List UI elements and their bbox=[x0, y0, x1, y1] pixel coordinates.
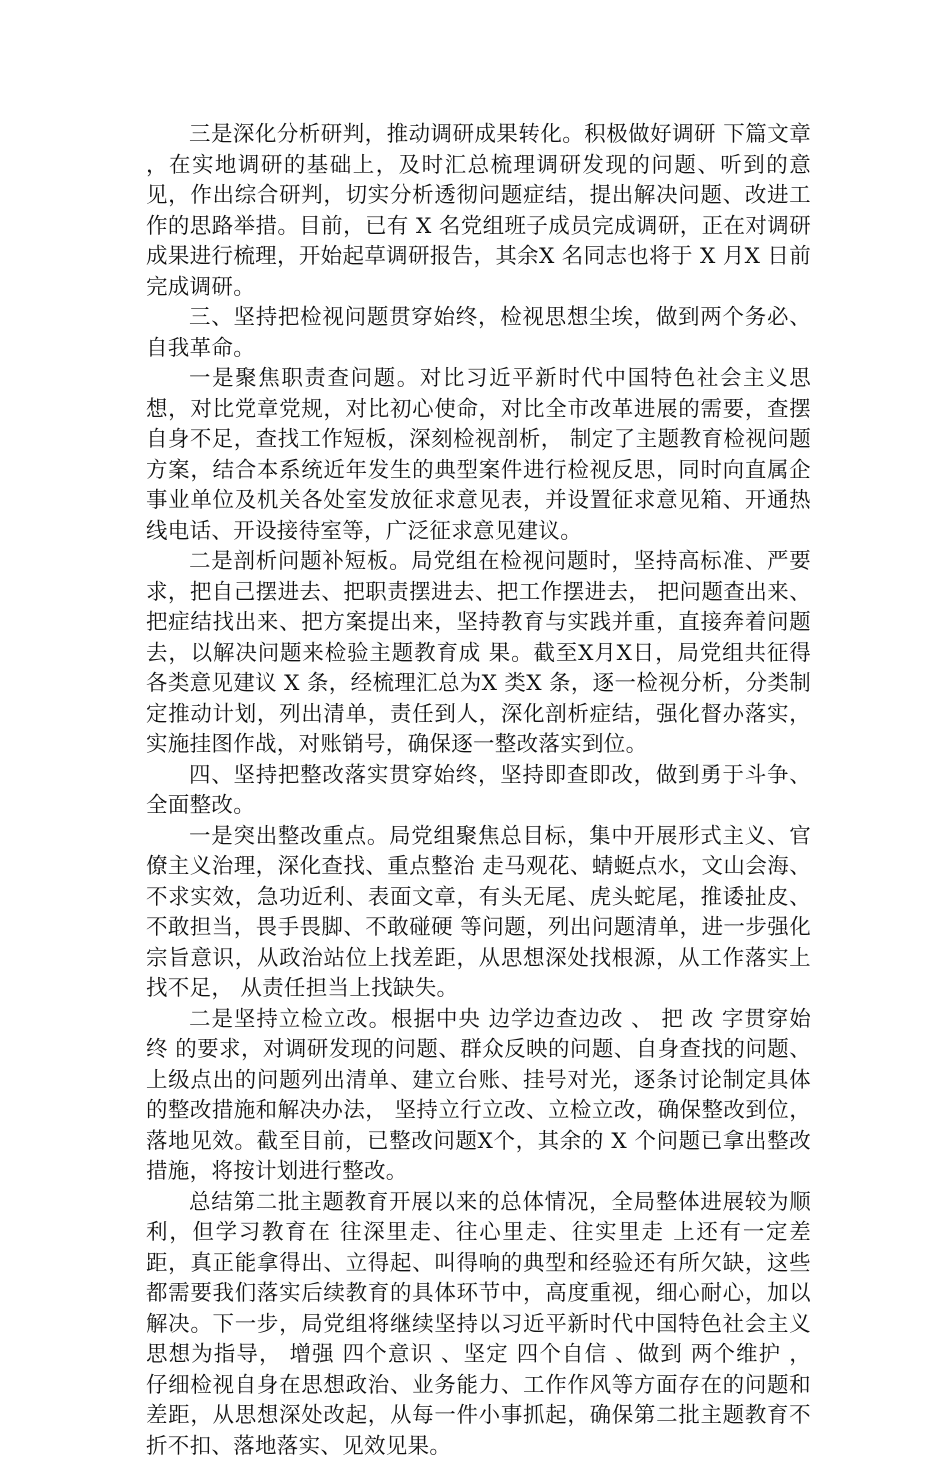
paragraph-focus-duties: 一是聚焦职责查问题。对比习近平新时代中国特色社会主义思想，对比党章党规，对比初心使命，对比全市改革进展的需要，查摆自身不足，查找工作短板，深刻检视剖析， 制定了主题教育检视问题方案，结合本系统近年发生的典型案件进行检视反思，同时向直属企事业单位及机关各处室发放征求意见表，并设置征求意见箱、开通热线电话、开设接待室等，广泛征求意见建议。 bbox=[146, 364, 811, 547]
section-heading-four: 四、坚持把整改落实贯穿始终，坚持即查即改，做到勇于斗争、全面整改。 bbox=[146, 761, 811, 822]
section-heading-three: 三、坚持把检视问题贯穿始终，检视思想尘埃，做到两个务必、自我革命。 bbox=[146, 303, 811, 364]
paragraph-rectification-focus: 一是突出整改重点。局党组聚焦总目标，集中开展形式主义、官僚主义治理，深化查找、重点整治 走马观花、蜻蜓点水，文山会海、不求实效，急功近利、表面文章，有头无尾、虎头蛇尾，推诿扯皮、不敢担当，畏手畏脚、不敢碰硬 等问题，列出问题清单，进一步强化宗旨意识，从政治站位上找差距，从思想深处找根源，从工作落实上找不足， 从责任担当上找缺失。 bbox=[146, 822, 811, 1005]
paragraph-research-conversion: 三是深化分析研判，推动调研成果转化。积极做好调研 下篇文章 ，在实地调研的基础上，及时汇总梳理调研发现的问题、听到的意见，作出综合研判，切实分析透彻问题症结，提出解决问题、改进工作的思路举措。目前，已有 X 名党组班子成员完成调研，正在对调研成果进行梳理，开始起草调研报告，其余X 名同志也将于 X 月X 日前完成调研。 bbox=[146, 120, 811, 303]
paragraph-summary: 总结第二批主题教育开展以来的总体情况，全局整体进展较为顺利，但学习教育在 往深里走、往心里走、往实里走 上还有一定差距，真正能拿得出、立得起、叫得响的典型和经验还有所欠缺，这些都需要我们落实后续教育的具体环节中，高度重视，细心耐心，加以解决。下一步，局党组将继续坚持以习近平新时代中国特色社会主义思想为指导， 增强 四个意识 、坚定 四个自信 、做到 两个维护 ， 仔细检视自身在思想政治、业务能力、工作作风等方面存在的问题和差距，从思想深处改起，从每一件小事抓起，确保第二批主题教育不折不扣、落地落实、见效见果。 bbox=[146, 1188, 811, 1462]
paragraph-analyze-problems: 二是剖析问题补短板。局党组在检视问题时，坚持高标准、严要求，把自己摆进去、把职责摆进去、把工作摆进去， 把问题查出来、把症结找出来、把方案提出来，坚持教育与实践并重，直接奔着问题去，以解决问题来检验主题教育成 果。截至X月X日，局党组共征得各类意见建议 X 条，经梳理汇总为X 类X 条，逐一检视分析，分类制定推动计划，列出清单，责任到人，深化剖析症结，强化督办落实，实施挂图作战，对账销号，确保逐一整改落实到位。 bbox=[146, 547, 811, 761]
document-body bbox=[146, 120, 811, 1462]
paragraph-immediate-rectification: 二是坚持立检立改。根据中央 边学边查边改 、 把 改 字贯穿始终 的要求，对调研发现的问题、群众反映的问题、自身查找的问题、上级点出的问题列出清单、建立台账、挂号对光，逐条讨论制定具体的整改措施和解决办法， 坚持立行立改、立检立改，确保整改到位，落地见效。截至目前，已整改问题X个，其余的 X 个问题已拿出整改措施，将按计划进行整改。 bbox=[146, 1005, 811, 1188]
